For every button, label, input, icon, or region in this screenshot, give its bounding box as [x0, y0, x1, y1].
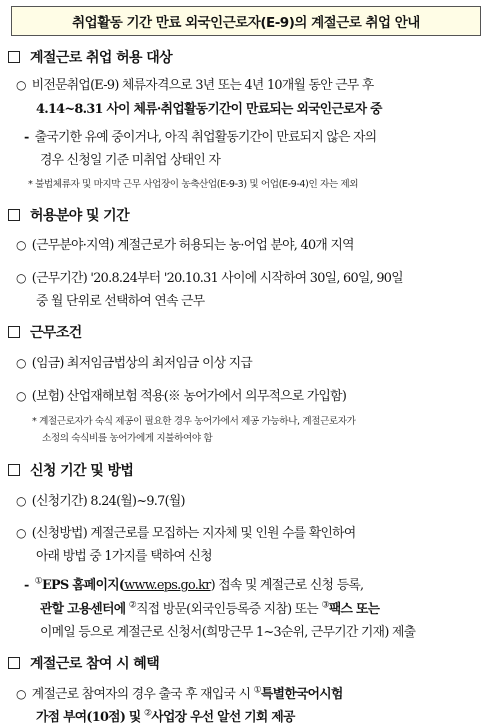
- application-option-line-3: [40, 621, 415, 640]
- bullet-icon: ○: [16, 494, 26, 508]
- checkbox-square-icon: [8, 657, 20, 669]
- text: 사업장 우선 알선 기회 제공: [151, 710, 295, 725]
- bullet-icon: ○: [16, 238, 26, 252]
- text: EPS 홈페이지(: [42, 578, 125, 593]
- eligibility-line-3: [24, 126, 376, 145]
- number-badge: ①: [253, 685, 261, 696]
- text: (보험) 산업재해보험 적용(※ 농어가에서 의무적으로 가입함): [31, 389, 347, 404]
- application-method-line-1: [16, 522, 356, 541]
- asterisk-icon: *: [28, 179, 33, 190]
- checkbox-square-icon: [8, 464, 20, 476]
- text: 팩스 또는: [328, 602, 380, 617]
- checkbox-square-icon: [8, 326, 20, 338]
- text: 불법체류자 및 마지막 근무 사업장이 농축산업(E-9-3) 및 어업(E-9-4)인 자는 제외: [35, 179, 359, 190]
- eps-website-link[interactable]: www.eps.go.kr: [124, 578, 211, 593]
- eligibility-note: [28, 176, 358, 190]
- section-title: 계절근로 참여 시 혜택: [30, 656, 160, 672]
- section-application-heading: [8, 460, 133, 480]
- insurance-line: [16, 385, 346, 404]
- wage-line: [16, 352, 252, 371]
- section-eligibility-heading: [8, 47, 172, 67]
- section-title: 허용분야 및 기간: [30, 208, 130, 224]
- text: 계절근로자가 숙식 제공이 필요한 경우 농어가에서 제공 가능하나, 계절근로자가: [39, 416, 356, 427]
- bullet-icon: ○: [16, 526, 26, 540]
- text: ) 접속 및 계절근로 신청 등록,: [210, 578, 364, 593]
- text: (신청방법) 계절근로를 모집하는 지자체 및 인원 수를 확인하여: [31, 526, 356, 541]
- dash-icon: -: [24, 130, 29, 145]
- benefit-line-1: [16, 683, 343, 702]
- bullet-icon: ○: [16, 389, 26, 403]
- field-line-1: [16, 234, 354, 253]
- page-title-text: 취업활동 기간 만료 외국인근로자(E-9)의 계절근로 취업 안내: [72, 15, 420, 31]
- checkbox-square-icon: [8, 209, 20, 221]
- lodging-note-1: [32, 413, 356, 427]
- application-option-line-2: [40, 598, 379, 617]
- text: (근무분야·지역) 계절근로가 허용되는 농·어업 분야, 40개 지역: [31, 238, 354, 253]
- checkbox-square-icon: [8, 51, 20, 63]
- text: 가점 부여(10점) 및: [36, 710, 141, 725]
- number-badge: ③: [321, 600, 329, 611]
- section-title: 신청 기간 및 방법: [30, 463, 134, 479]
- bullet-icon: ○: [16, 78, 26, 92]
- number-badge: ①: [34, 576, 42, 587]
- text: 소정의 숙식비를 농어가에게 지불하여야 함: [42, 433, 213, 444]
- bullet-icon: ○: [16, 271, 26, 285]
- text: 아래 방법 중 1가지를 택하여 신청: [36, 549, 212, 564]
- text: 특별한국어시험: [261, 687, 343, 702]
- section-benefits-heading: [8, 653, 159, 673]
- section-conditions-heading: [8, 322, 82, 342]
- eligibility-line-4: [40, 149, 220, 168]
- lodging-note-2: [42, 430, 212, 444]
- page-title: [11, 6, 481, 36]
- text: 출국기한 유예 중이거나, 아직 취업활동기간이 만료되지 않은 자의: [34, 130, 377, 145]
- asterisk-icon: *: [32, 416, 37, 427]
- text: 직접 방문(외국인등록증 지참) 또는: [136, 602, 319, 617]
- section-title: 계절근로 취업 허용 대상: [30, 50, 173, 66]
- application-option-line-1: [24, 574, 363, 593]
- period-line-2: [36, 290, 204, 309]
- number-badge: ②: [143, 708, 152, 719]
- text: 중 월 단위로 선택하여 연속 근무: [36, 294, 205, 309]
- bullet-icon: ○: [16, 356, 26, 370]
- application-method-line-2: [36, 545, 212, 564]
- text: 관할 고용센터에: [40, 602, 126, 617]
- application-period-line: [16, 490, 185, 509]
- text: 경우 신청일 기준 미취업 상태인 자: [40, 153, 221, 168]
- text: (근무기간) '20.8.24부터 '20.10.31 사이에 시작하여 30일, 60일, 90일: [31, 271, 403, 286]
- period-line-1: [16, 267, 403, 286]
- text: 이메일 등으로 계절근로 신청서(희망근무 1~3순위, 근무기간 기재) 제출: [40, 625, 416, 640]
- bullet-icon: ○: [16, 687, 26, 701]
- text: 계절근로 참여자의 경우 출국 후 재입국 시: [31, 687, 251, 702]
- section-title: 근무조건: [30, 325, 82, 341]
- dash-icon: -: [24, 578, 29, 593]
- text: (임금) 최저임금법상의 최저임금 이상 지급: [31, 356, 253, 371]
- eligibility-line-2: [36, 98, 382, 117]
- text: 비전문취업(E-9) 체류자격으로 3년 또는 4년 10개월 동안 근무 후: [31, 78, 374, 93]
- benefit-line-2: [36, 706, 295, 725]
- text: 4.14~8.31 사이 체류·취업활동기간이 만료되는 외국인근로자 중: [36, 102, 382, 117]
- section-field-period-heading: [8, 205, 129, 225]
- eligibility-line-1: [16, 74, 374, 93]
- number-badge: ②: [128, 600, 137, 611]
- text: (신청기간) 8.24(월)~9.7(월): [31, 494, 185, 509]
